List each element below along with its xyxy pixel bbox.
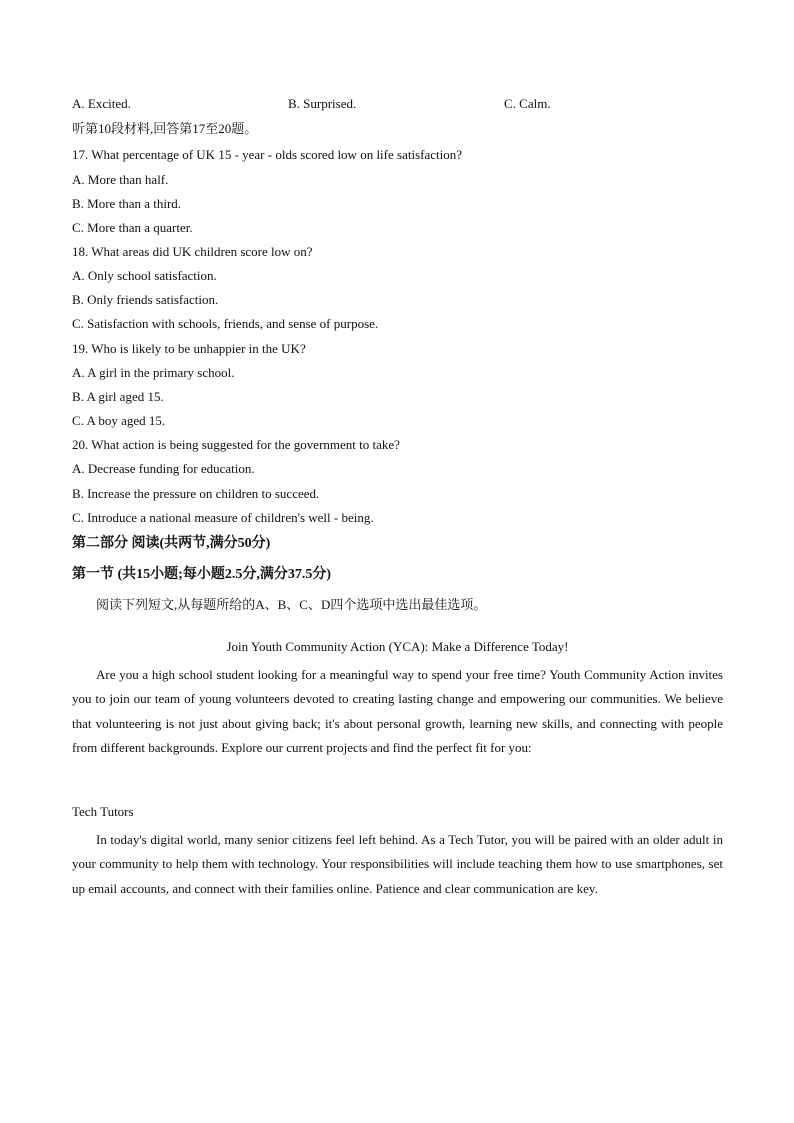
option-c: C. Calm. xyxy=(504,96,551,111)
section-one-heading: 第一节 (共15小题;每小题2.5分,满分37.5分) xyxy=(72,567,331,582)
q20-option-b: B. Increase the pressure on children to succeed. xyxy=(72,486,320,501)
question-20: 20. What action is being suggested for the government to take? xyxy=(72,437,400,452)
project-paragraph: In today's digital world, many senior citizens feel left behind. As a Tech Tutor, you will be paired with an older adult in your community to help them with technology. Your responsibilities will include teaching them how to use smartphones, set up email accounts, and connect with their families online. Patience and clear communication are key. xyxy=(72,832,723,896)
q20-option-a: A. Decrease funding for education. xyxy=(72,461,255,476)
q18-option-c: C. Satisfaction with schools, friends, and sense of purpose. xyxy=(72,316,379,331)
option-b: B. Surprised. xyxy=(288,96,357,111)
reading-instruction: 阅读下列短文,从每题所给的A、B、C、D四个选项中选出最佳选项。 xyxy=(96,597,487,612)
question-17: 17. What percentage of UK 15 - year - olds scored low on life satisfaction? xyxy=(72,147,462,162)
part-two-heading: 第二部分 阅读(共两节,满分50分) xyxy=(72,536,271,551)
exam-page xyxy=(72,0,723,1123)
q17-option-a: A. More than half. xyxy=(72,172,169,187)
q18-option-a: A. Only school satisfaction. xyxy=(72,268,217,283)
question-18: 18. What areas did UK children score low on? xyxy=(72,244,313,259)
project-title: Tech Tutors xyxy=(72,804,134,819)
q17-option-c: C. More than a quarter. xyxy=(72,220,193,235)
q19-option-b: B. A girl aged 15. xyxy=(72,389,164,404)
q18-option-b: B. Only friends satisfaction. xyxy=(72,292,219,307)
previous-question-options xyxy=(72,96,723,112)
q20-option-c: C. Introduce a national measure of children's well - being. xyxy=(72,510,374,525)
listening-instruction: 听第10段材料,回答第17至20题。 xyxy=(72,121,258,136)
question-19: 19. Who is likely to be unhappier in the UK? xyxy=(72,341,306,356)
q17-option-b: B. More than a third. xyxy=(72,196,182,211)
passage-intro-paragraph: Are you a high school student looking for a meaningful way to spend your free time? Youth Community Action invites you to join our team of young volunteers devoted to creating lasting change and empowering our communities. We believe that volunteering is not just about giving back; it's about personal growth, learning new skills, and connecting with people from different backgrounds. Explore our current projects and find the perfect fit for you: xyxy=(72,667,723,755)
option-a: A. Excited. xyxy=(72,96,131,111)
q19-option-a: A. A girl in the primary school. xyxy=(72,365,235,380)
q19-option-c: C. A boy aged 15. xyxy=(72,413,166,428)
passage-title: Join Youth Community Action (YCA): Make a Difference Today! xyxy=(226,639,569,654)
